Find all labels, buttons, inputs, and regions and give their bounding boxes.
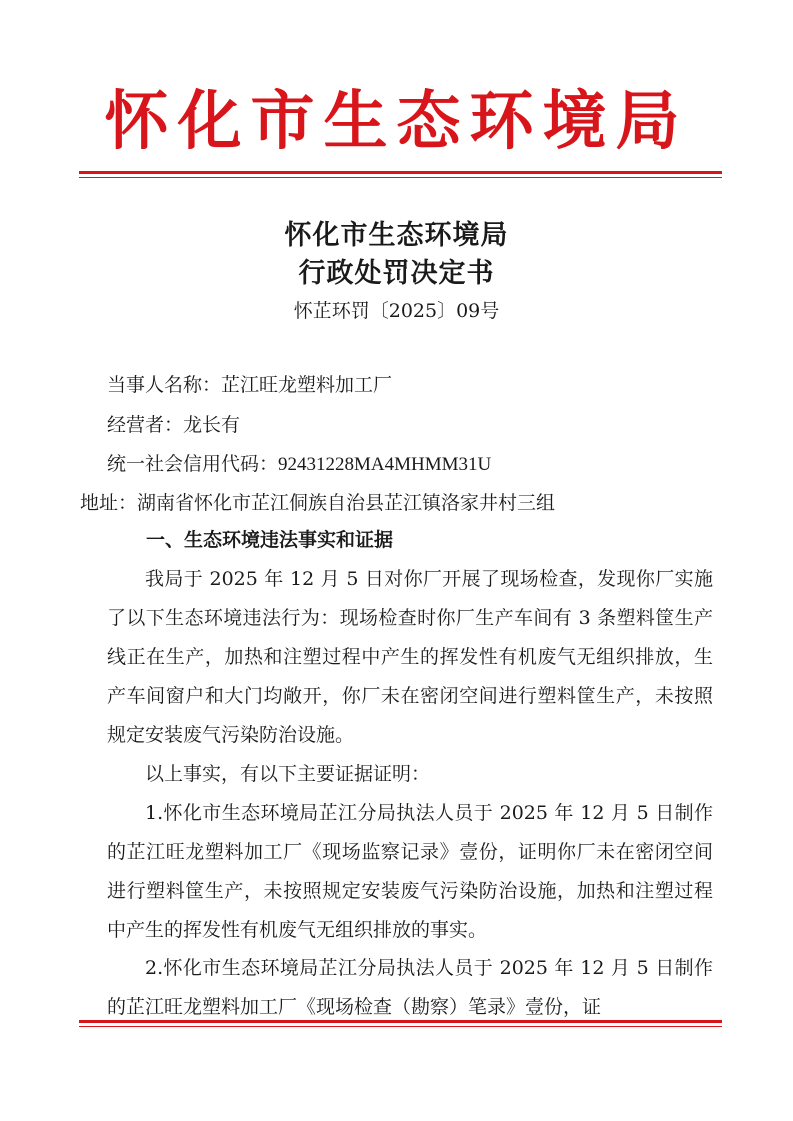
evidence-intro-paragraph: 以上事实，有以下主要证据证明： [145, 763, 431, 785]
credit-code-row [107, 450, 491, 479]
document-title-type: 行政处罚决定书 [298, 258, 495, 289]
evidence-item-2: 2.怀化市生态环境局芷江分局执法人员于 2025 年 12 月 5 日制作的芷江旺龙塑料加工厂《现场检查（勘察）笔录》壹份，证 [107, 957, 713, 1018]
party-name-value: 芷江旺龙塑料加工厂 [221, 374, 393, 396]
address-value: 湖南省怀化市芷江侗族自治县芷江镇洛家井村三组 [137, 492, 556, 514]
address-label: 地址： [80, 492, 138, 514]
section-heading-violations: 一、生态环境违法事实和证据 [146, 529, 394, 551]
party-name-row [107, 371, 392, 399]
operator-value: 龙长有 [183, 414, 241, 436]
document-title-agency: 怀化市生态环境局 [284, 220, 509, 251]
footer-rule-thin [79, 1026, 722, 1027]
address-row [80, 489, 556, 517]
operator-row [107, 411, 240, 439]
violation-facts-paragraph: 我局于 2025 年 12 月 5 日对你厂开展了现场检查，发现你厂实施了以下生态环境违法行为：现场检查时你厂生产车间有 3 条塑料筐生产线正在生产，加热和注塑过程中产生的挥发性有机废气无组织排放，生产车间窗户和大门均敞开，你厂未在密闭空间进行塑料筐生产，未按照规定安装废气污染防治设施。 [107, 568, 713, 746]
party-name-label: 当事人名称： [107, 374, 222, 396]
footer-rule-thick [79, 1020, 722, 1023]
letterhead-agency-name: 怀化市生态环境局 [104, 84, 689, 159]
evidence-item-1: 1.怀化市生态环境局芷江分局执法人员于 2025 年 12 月 5 日制作的芷江旺龙塑料加工厂《现场监察记录》壹份，证明你厂未在密闭空间进行塑料筐生产，未按照规定安装废气污染防治设施，加热和注塑过程中产生的挥发性有机废气无组织排放的事实。 [107, 802, 713, 941]
document-number: 怀芷环罚〔2025〕09号 [293, 300, 500, 322]
credit-code-label: 统一社会信用代码： [107, 453, 279, 475]
operator-label: 经营者： [107, 414, 184, 436]
letterhead-rule-thick [79, 171, 722, 174]
letterhead-rule-thin [79, 177, 722, 178]
credit-code-value: 92431228MA4MHMM31U [278, 454, 492, 475]
